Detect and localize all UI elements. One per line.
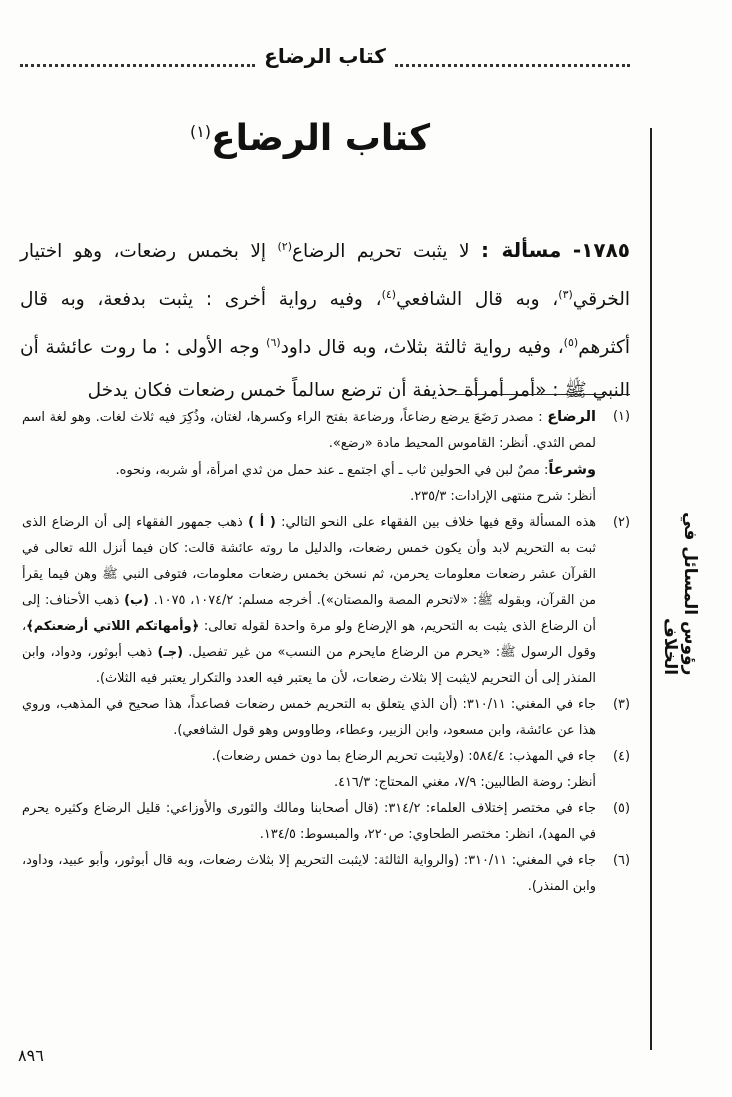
footnote-ref-4: (٤) (381, 288, 397, 302)
footnote-point-marker: (ب) (124, 593, 149, 608)
footnote-text: : مصدر رَضَعَ يرضع رضاعاً، ورضاعة بفتح الراء وكسرها، لغتان، وذُكِرَ فيه ثلاث لغات. وهو لغة اسم لمص الثدي. أنظر: القاموس المحيط مادة «رضع». (22, 410, 596, 451)
footnote-mark: (٤) (613, 749, 630, 764)
footnote-point-marker: ( أ ) (248, 515, 276, 530)
side-book-title: رؤوس المسائل في الخلاف (660, 511, 700, 675)
footnote-4 (22, 744, 630, 796)
side-rule (650, 128, 652, 1050)
footnote-text: ذهب أبوثور، ودواد، وابن المنذر إلى أن التحريم لايثبت إلا بثلاث رضعات، لأن ما يعتبر فيه العدد والتكرار يعتبر فيه الثلاث). (22, 645, 596, 686)
issue-number: ١٧٨٥- (572, 238, 630, 263)
footnote-text: : مصٌ لبن في الحولين ثاب ـ أي اجتمع ـ عند حمل من ثدي امرأة، أو شربه، ونحوه. (115, 463, 549, 478)
footnote-ref-5: (٥) (563, 336, 579, 350)
footnote-mark: (٢) (613, 515, 630, 530)
body-text-4: ، وفيه رواية أخرى : يثبت بدفعة، وبه قال أكثرهم (20, 289, 630, 359)
footnote-6 (22, 848, 630, 900)
running-header (20, 40, 630, 80)
main-text (20, 225, 630, 412)
body-text-6: وجه الأولى : ما روت عائشة أن النبي ﷺ : «أمر أمرأة حذيفة أن ترضع سالماً خمس رضعات فكان يدخل (20, 337, 630, 402)
header-rule-right (395, 64, 630, 67)
page-number: ٨٩٦ (18, 1046, 44, 1065)
footnote-1 (22, 404, 630, 510)
footnote-separator (455, 394, 630, 395)
body-text-1: لا يثبت تحريم الرضاع (292, 241, 470, 263)
footnote-ref-3: (٣) (558, 288, 573, 302)
footnote-text: جاء في المغني: ٣١٠/١١: (والرواية الثالثة: لايثبت التحريم إلا بثلاث رضعات، وبه قال أبوثور، وأبو عبيد، وداود، وابن المنذر). (22, 853, 596, 894)
footnote-mark: (٦) (613, 853, 630, 868)
footnote-text: جاء في المهذب: ٥٨٤/٤: (ولايثبت تحريم الرضاع بما دون خمس رضعات). (211, 749, 596, 764)
chapter-title (160, 118, 460, 159)
footnote-3 (22, 692, 630, 744)
body-text-5: ، وفيه رواية ثالثة بثلاث، وبه قال داود (280, 337, 564, 359)
footnote-2 (22, 510, 630, 692)
footnote-text: أنظر: روضة الطالبين: ٧/٩، مغني المحتاج: ٤١٦/٣. (333, 775, 596, 790)
chapter-title-text: كتاب الرضاع (211, 118, 431, 159)
footnote-text: هذه المسألة وقع فيها خلاف بين الفقهاء على النحو التالي: (281, 515, 597, 530)
issue-label: مسألة : (480, 238, 562, 263)
footnote-5 (22, 796, 630, 848)
footnote-text: أنظر: شرح منتهى الإرادات: ٢٣٥/٣. (410, 489, 596, 504)
footnote-lead-term: وشرعاً (548, 462, 596, 478)
footnote-text: ذهب الأحناف: إلى أن الرضاع الذى يثبت به التحريم، هو الإرضاع ولو مرة واحدة لقوله تعالى: (22, 593, 596, 634)
quran-quote: ﴿وأمهاتكم اللاتي أرضعنكم﴾ (26, 619, 200, 634)
body-text-2: إلا بخمس رضعات، وهو اختيار الخرقي (20, 241, 630, 311)
header-rule-left (20, 64, 255, 67)
footnote-point-marker: (جـ) (157, 645, 183, 660)
footnotes (22, 404, 630, 900)
footnote-text: ذهب جمهور الفقهاء إلى أن الرضاع الذى ثبت به التحريم لابد وأن يكون خمس رضعات، والدليل ما روته عائشة قالت: كان فيما أنزل الله تعالى في القرآن عشر رضعات معلومات يحرمن، ثم نسخن بخمس رضعات معلومات، فتوفى النبي ﷺ وهن فيما يقرأ من القرآن، وبقوله ﷺ: «لاتحرم المصة والمصتان»). أخرجه مسلم: ١٠٧٤/٢، ١٠٧٥. (22, 515, 596, 608)
chapter-title-footnote-mark: (١) (189, 122, 212, 141)
footnote-text: جاء في مختصر إختلاف العلماء: ٣١٤/٢: (قال أصحابنا ومالك والثورى والأوزاعي: قليل الرضاع وكثيره يحرم في المهد)، انظر: مختصر الطحاوي: ص٢٢٠، والمبسوط: ١٣٤/٥. (22, 801, 596, 842)
footnote-text: ، وقول الرسول ﷺ: «يحرم من الرضاع مايحرم من النسب» من غير تفصيل. (22, 619, 596, 660)
footnote-ref-6: (٦) (266, 336, 281, 350)
footnote-lead-term: الرضاع (547, 409, 596, 425)
footnote-mark: (٣) (613, 697, 630, 712)
footnote-mark: (١) (613, 409, 630, 424)
footnote-mark: (٥) (613, 801, 630, 816)
footnote-text: جاء في المغني: ٣١٠/١١: (أن الذي يتعلق به التحريم خمس رضعات فصاعداً، هذا صحيح في المذهب، وروي هذا عن عائشة، وابن مسعود، وابن الزبير، وعطاء، وطاووس وهو قول الشافعي). (22, 697, 596, 738)
footnote-ref-2: (٢) (277, 240, 292, 253)
body-text-3: ، وبه قال الشافعي (396, 289, 559, 311)
running-header-title: كتاب الرضاع (264, 44, 386, 68)
